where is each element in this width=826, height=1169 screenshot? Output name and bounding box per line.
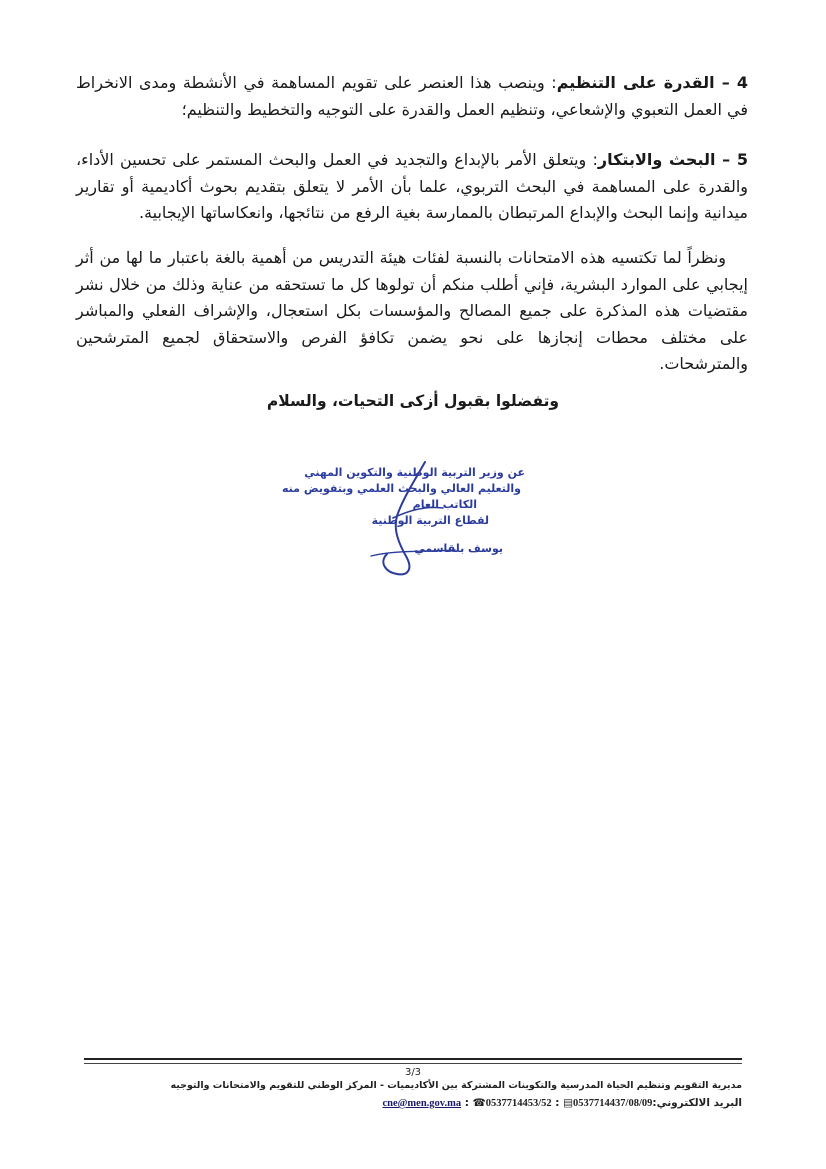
handwritten-signature (275, 458, 525, 583)
page-number: 3/3 (404, 1067, 422, 1078)
section-item-5 (76, 147, 748, 227)
item-4-heading: 4 – القدرة على التنظيم (556, 73, 748, 92)
footer-contact: البريد الالكتروني:cne@men.gov.ma : ☎0537714453/52 : ▤0537714437/08/09 (382, 1097, 742, 1109)
footer-organization: مديرية التقويم وتنظيم الحياة المدرسية والتكوينات المشتركة بين الأكاديميات - المركز الوطني للتقويم والامتحانات والتوجيه (170, 1080, 742, 1091)
body-paragraph: ونظراً لما تكتسيه هذه الامتحانات بالنسبة لفئات هيئة التدريس من أهمية بالغة باعتبار ما لها من أثر إيجابي على الموارد البشرية، فإني أطلب منكم أن تولوها كل ما تستحقه من عناية وذلك من خلال نشر مقتضيات هذه المذكرة على جميع المصالح والمؤسسات بكل استعجال، والإشراف الفعلي والمباشر على مختلف محطات إنجازها على نحو يضمن تكافؤ الفرص والاستحقاق لجميع المترشحين والمترشحات. (76, 248, 748, 373)
email-label: البريد الالكتروني: (652, 1097, 742, 1109)
fax-icon: ▤ (563, 1097, 574, 1109)
stamp-line-3: الكاتب العام (412, 498, 477, 511)
section-item-4 (76, 70, 748, 123)
stamp-line-4: لقطاع التربية الوطنية (371, 514, 489, 527)
item-5-heading: 5 – البحث والابتكار (597, 150, 749, 169)
signature-stamp (275, 458, 525, 583)
fax-number: 0537714437/08/09 (573, 1098, 653, 1109)
item-5-text: : ويتعلق الأمر بالإبداع والتجديد في العمل والبحث المستمر على تحسين الأداء، والقدرة على المساهمة في البحث التربوي، علما بأن الأمر لا يتعلق بتقديم بحوث أكاديمية أو تقارير ميدانية وإنما البحث والإبداع المرتبطان بالممارسة بغية الرفع من نتائجها، وانعكاساتها الإيجابية. (76, 150, 748, 222)
stamp-line-5: يوسف بلقاسمي (414, 542, 503, 555)
stamp-line-1: عن وزير التربية الوطنية والتكوين المهني (304, 466, 525, 479)
phone-number: 0537714453/52 (485, 1098, 552, 1109)
closing-salutation: وتفضلوا بقبول أزكى التحيات، والسلام (266, 392, 560, 410)
email-link[interactable]: cne@men.gov.ma (382, 1098, 462, 1109)
footer-divider (84, 1058, 742, 1060)
item-4-text: : وينصب هذا العنصر على تقويم المساهمة في الأنشطة ومدى الانخراط في العمل التعبوي والإشعاعي، وتنظيم العمل والقدرة على التوجيه والتخطيط والتنظيم؛ (76, 73, 748, 119)
phone-icon: ☎ (472, 1097, 486, 1109)
stamp-line-2: والتعليم العالي والبحث العلمي وبتفويض منه (282, 482, 521, 495)
footer-divider-thin (84, 1063, 742, 1064)
